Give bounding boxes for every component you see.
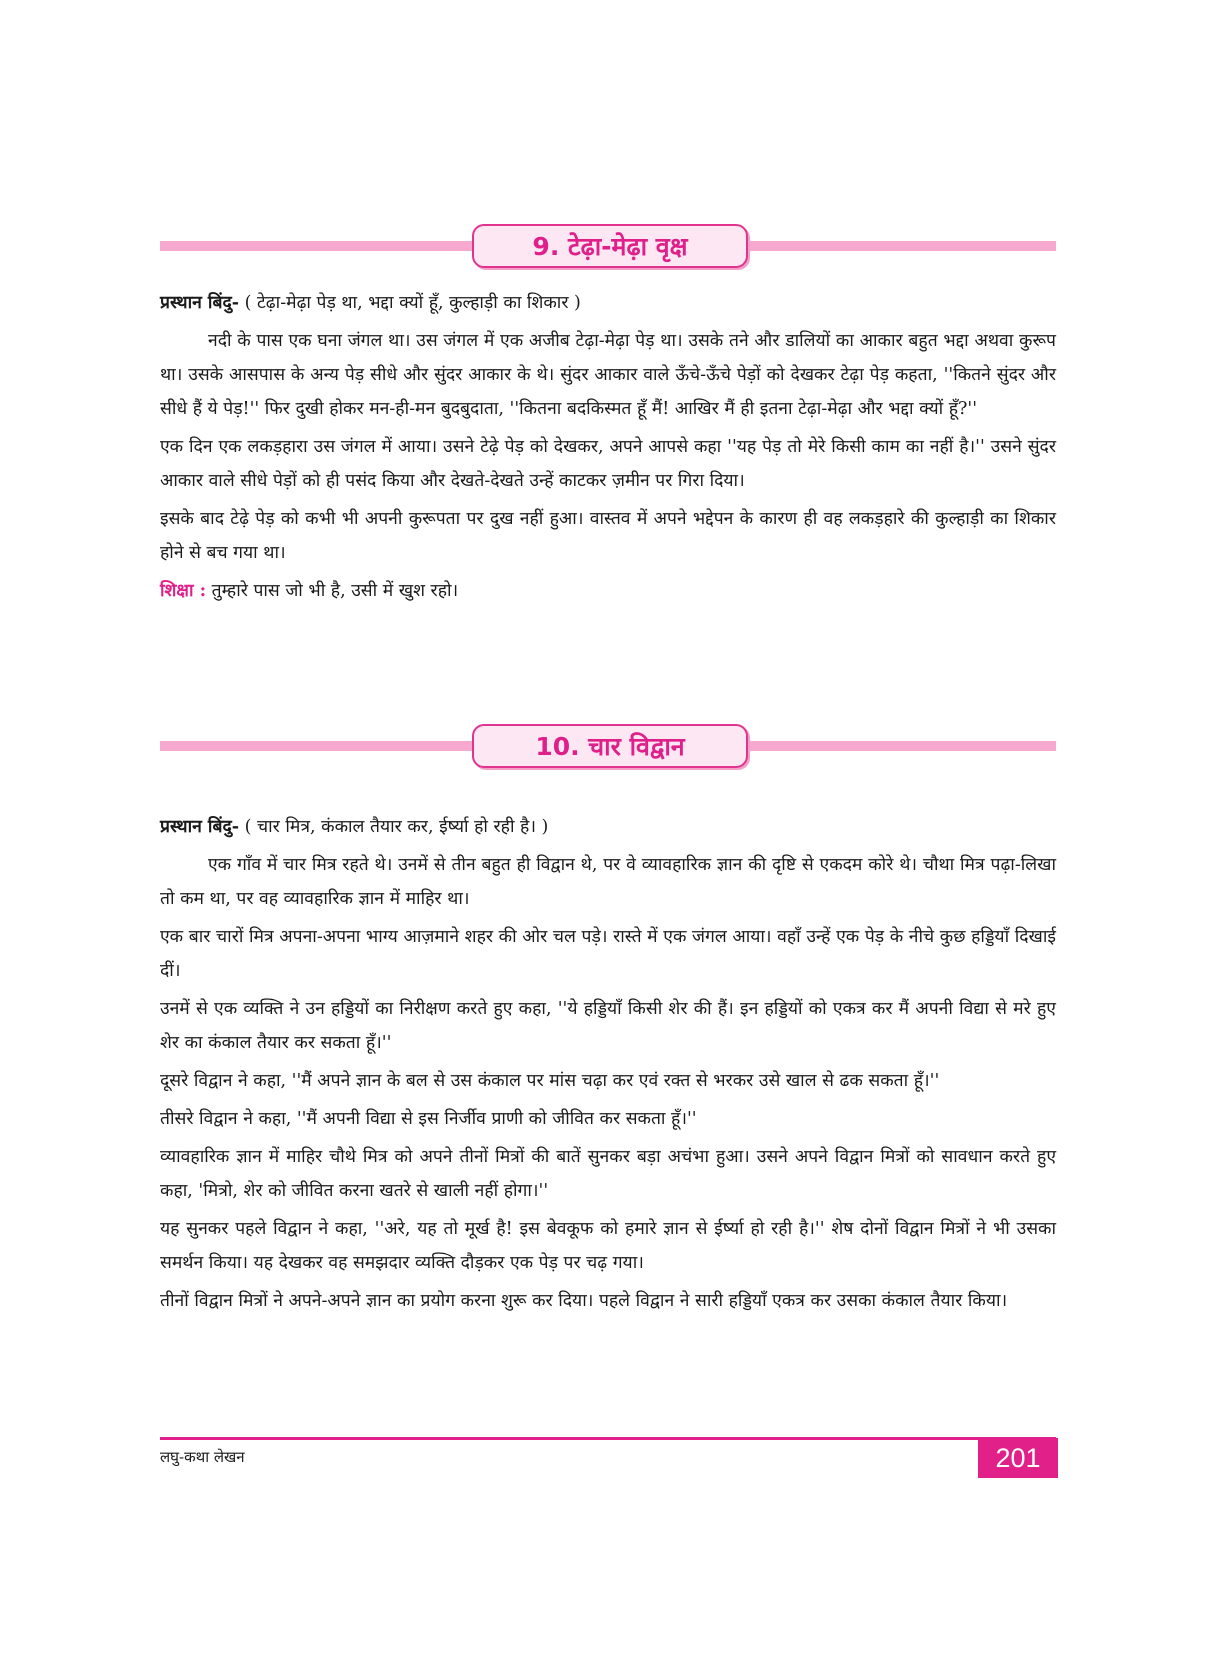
points-text: ( चार मित्र, कंकाल तैयार कर, ईर्ष्या हो रही है। ): [244, 817, 549, 837]
story-9-header: [160, 224, 1056, 268]
story-9-moral: [160, 574, 1056, 608]
story-10-body: [160, 810, 1056, 1322]
story-9-body: [160, 286, 1056, 612]
story-9-title: 9. टेढ़ा-मेढ़ा वृक्ष: [472, 224, 748, 268]
points-text: ( टेढ़ा-मेढ़ा पेड़ था, भद्दा क्यों हूँ, कुल्हाड़ी का शिकार ): [244, 293, 581, 313]
points-label: प्रस्थान बिंदु-: [160, 293, 240, 313]
paragraph: एक दिन एक लकड़हारा उस जंगल में आया। उसने टेढ़े पेड़ को देखकर, अपने आपसे कहा ''यह पेड़ तो मेरे किसी काम का नहीं है।'' उसने सुंदर आकार वाले सीधे पेड़ों को ही पसंद किया और देखते-देखते उन्हें काटकर ज़मीन पर गिरा दिया।: [160, 437, 1056, 491]
paragraph: उनमें से एक व्यक्ति ने उन हड्डियों का निरीक्षण करते हुए कहा, ''ये हड्डियाँ किसी शेर की हैं। इन हड्डियों को एकत्र कर मैं अपनी विद्या से मरे हुए शेर का कंकाल तैयार कर सकता हूँ।'': [160, 999, 1056, 1053]
story-10-title: 10. चार विद्वान: [472, 724, 748, 768]
paragraph: तीसरे विद्वान ने कहा, ''मैं अपनी विद्या से इस निर्जीव प्राणी को जीवित कर सकता हूँ।'': [160, 1109, 697, 1129]
paragraph: इसके बाद टेढ़े पेड़ को कभी भी अपनी कुरूपता पर दुख नहीं हुआ। वास्तव में अपने भद्देपन के कारण ही वह लकड़हारे की कुल्हाड़ी का शिकार होने से बच गया था।: [160, 509, 1056, 563]
story-10-header: [160, 724, 1056, 768]
story-10-points: [160, 810, 1056, 844]
story-9-points: [160, 286, 1056, 320]
points-label: प्रस्थान बिंदु-: [160, 817, 240, 837]
footer-line: [160, 1437, 1056, 1440]
moral-text: तुम्हारे पास जो भी है, उसी में खुश रहो।: [211, 581, 459, 601]
paragraph: एक बार चारों मित्र अपना-अपना भाग्य आज़माने शहर की ओर चल पड़े। रास्ते में एक जंगल आया। वहाँ उन्हें एक पेड़ के नीचे कुछ हड्डियाँ दिखाई दीं।: [160, 927, 1057, 981]
paragraph: व्यावहारिक ज्ञान में माहिर चौथे मित्र को अपने तीनों मित्रों की बातें सुनकर बड़ा अचंभा हुआ। उसने अपने विद्वान मित्रों को सावधान करते हुए कहा, 'मित्रो, शेर को जीवित करना खतरे से खाली नहीं होगा।'': [160, 1147, 1056, 1201]
page-number: 201: [978, 1438, 1058, 1478]
paragraph: तीनों विद्वान मित्रों ने अपने-अपने ज्ञान का प्रयोग करना शुरू कर दिया। पहले विद्वान ने सारी हड्डियाँ एकत्र कर उसका कंकाल तैयार किया।: [160, 1291, 1008, 1311]
paragraph: दूसरे विद्वान ने कहा, ''मैं अपने ज्ञान के बल से उस कंकाल पर मांस चढ़ा कर एवं रक्त से भरकर उसे खाल से ढक सकता हूँ।'': [160, 1071, 940, 1091]
paragraph: नदी के पास एक घना जंगल था। उस जंगल में एक अजीब टेढ़ा-मेढ़ा पेड़ था। उसके तने और डालियों का आकार बहुत भद्दा अथवा कुरूप था। उसके आसपास के अन्य पेड़ सीधे और सुंदर आकार के थे। सुंदर आकार वाले ऊँचे-ऊँचे पेड़ों को देखकर टेढ़ा पेड़ कहता, ''कितने सुंदर और सीधे हैं ये पेड़!'' फिर दुखी होकर मन-ही-मन बुदबुदाता, ''कितना बदकिस्मत हूँ मैं! आखिर मैं ही इतना टेढ़ा-मेढ़ा और भद्दा क्यों हूँ?'': [160, 331, 1056, 419]
paragraph: एक गाँव में चार मित्र रहते थे। उनमें से तीन बहुत ही विद्वान थे, पर वे व्यावहारिक ज्ञान की दृष्टि से एकदम कोरे थे। चौथा मित्र पढ़ा-लिखा तो कम था, पर वह व्यावहारिक ज्ञान में माहिर था।: [160, 855, 1056, 909]
footer-chapter-title: लघु-कथा लेखन: [160, 1448, 245, 1466]
paragraph: यह सुनकर पहले विद्वान ने कहा, ''अरे, यह तो मूर्ख है! इस बेवकूफ को हमारे ज्ञान से ईर्ष्या हो रही है।'' शेष दोनों विद्वान मित्रों ने भी उसका समर्थन किया। यह देखकर वह समझदार व्यक्ति दौड़कर एक पेड़ पर चढ़ गया।: [160, 1219, 1056, 1273]
moral-label: शिक्षा :: [160, 581, 207, 601]
